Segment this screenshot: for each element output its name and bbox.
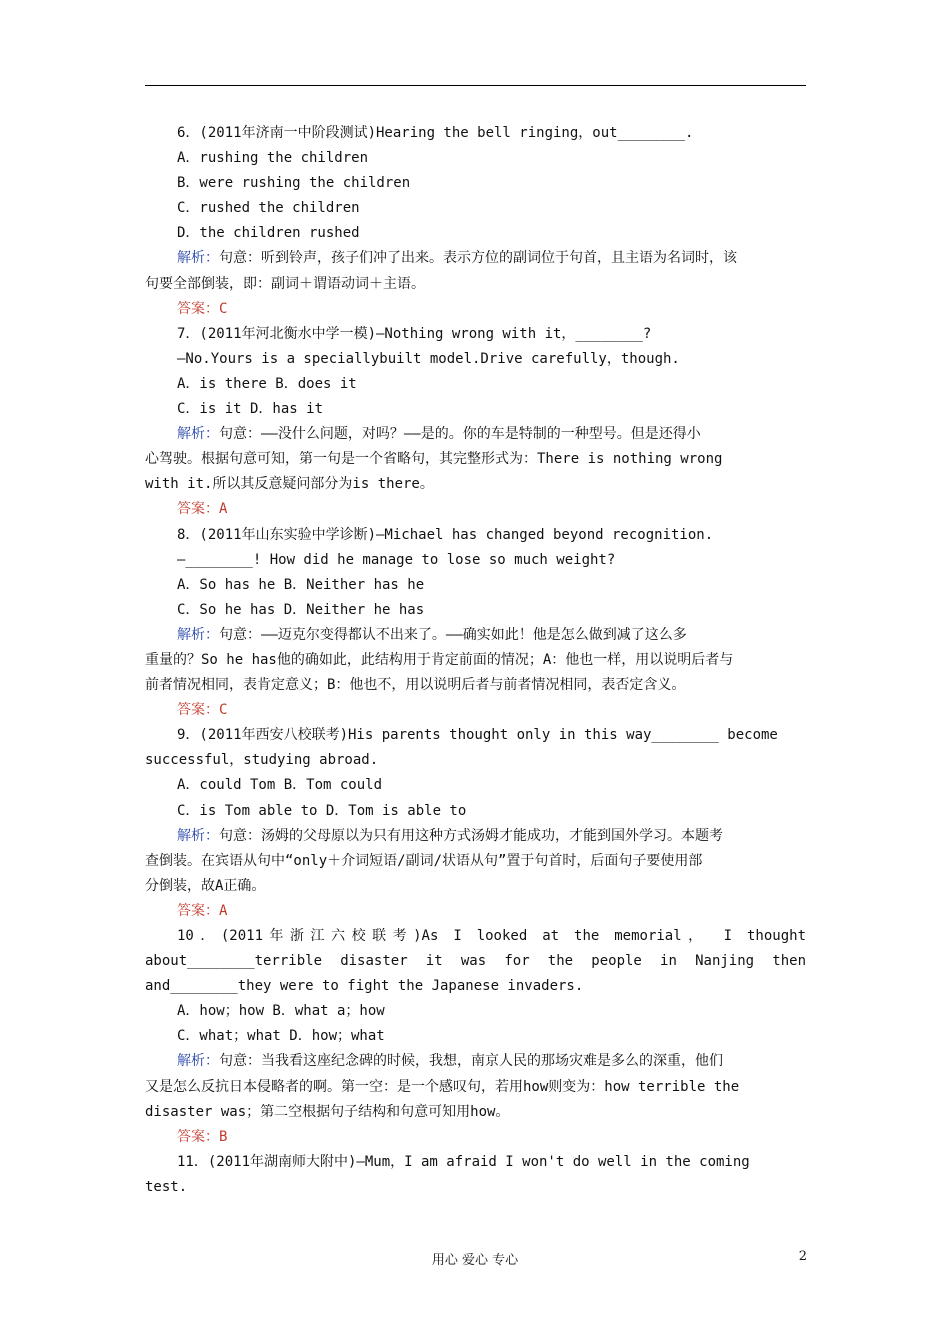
question-line: 8．(2011年山东实验中学诊断)—Michael has changed beyond recognition. xyxy=(177,526,714,543)
explanation-line xyxy=(145,824,806,849)
continuation-line: and________they were to fight the Japanese invaders. xyxy=(145,978,584,995)
question-line: 9．(2011年西安八校联考)His parents thought only in this way________ become xyxy=(177,727,778,744)
answer-line xyxy=(145,497,806,522)
option-line: B．were rushing the children xyxy=(177,175,411,192)
answer-line xyxy=(145,297,806,322)
answer-line xyxy=(145,698,806,723)
question-line: 6．(2011年济南一中阶段测试)Hearing the bell ringing，out________. xyxy=(177,125,694,141)
option-line: A．rushing the children xyxy=(177,150,369,167)
answer-label: 答案： xyxy=(177,902,219,919)
option-line: C．So he has D．Neither he has xyxy=(177,601,425,618)
answer-label: 答案： xyxy=(177,501,219,518)
continuation-line: 心驾驶。根据句意可知，第一句是一个省略句，其完整形式为：There is nothing wrong xyxy=(145,451,723,468)
answer-value: A xyxy=(219,902,228,919)
page-number: 2 xyxy=(798,1249,807,1264)
option-line: —No.Yours is a speciallybuilt model.Drive carefully，though. xyxy=(177,350,680,367)
option-line: A．is there B．does it xyxy=(177,375,357,392)
continuation-line: test. xyxy=(145,1178,188,1195)
explanation-label: 解析： xyxy=(177,827,219,844)
answer-line xyxy=(145,1125,806,1150)
continuation-line: 重量的？So he has他的确如此，此结构用于肯定前面的情况；A：他也一样，用以说明后者与 xyxy=(145,651,734,668)
option-line: A．how；how B．what a；how xyxy=(177,1003,385,1020)
option-line: C．what；what D．how；what xyxy=(177,1028,385,1045)
answer-value: C xyxy=(219,702,228,719)
explanation-text: 句意：当我看这座纪念碑的时候，我想，南京人民的那场灾难是多么的深重，他们 xyxy=(219,1053,723,1070)
question-line: 11．(2011年湖南师大附中)—Mum，I am afraid I won't do well in the coming xyxy=(177,1153,750,1170)
header-rule xyxy=(145,85,806,86)
answer-line xyxy=(145,899,806,924)
explanation-text: 句意：——迈克尔变得都认不出来了。——确实如此！他是怎么做到减了这么多 xyxy=(219,626,687,643)
option-line: D．the children rushed xyxy=(177,225,360,242)
answer-label: 答案： xyxy=(177,300,219,317)
answer-value: A xyxy=(219,501,228,518)
question-line: 7．(2011年河北衡水中学一模)—Nothing wrong with it，________? xyxy=(177,325,652,342)
continuation-line: about________terrible disaster it was for the people in Nanjing then xyxy=(145,953,806,970)
continuation-line: disaster was；第二空根据句子结构和句意可知用how。 xyxy=(145,1103,510,1120)
continuation-line: with it.所以其反意疑问部分为is there。 xyxy=(145,476,434,493)
explanation-text: 句意：——没什么问题，对吗？——是的。你的车是特制的一种型号。但是还得小 xyxy=(219,426,701,443)
explanation-label: 解析： xyxy=(177,250,219,267)
explanation-line xyxy=(145,623,806,648)
continuation-line: 又是怎么反抗日本侵略者的啊。第一空：是一个感叹句，若用how则变为：how terrible the xyxy=(145,1078,740,1095)
continuation-line: 查倒装。在宾语从句中“only＋介词短语/副词/状语从句”置于句首时，后面句子要使用部 xyxy=(145,852,703,869)
answer-label: 答案： xyxy=(177,1128,219,1145)
continuation-line: 句要全部倒装，即：副词＋谓语动词＋主语。 xyxy=(145,275,425,292)
document-body xyxy=(145,121,806,1200)
explanation-line xyxy=(145,422,806,447)
answer-value: C xyxy=(219,300,228,317)
option-line: A．So has he B．Neither has he xyxy=(177,576,425,593)
continuation-line: successful，studying abroad. xyxy=(145,752,379,769)
explanation-label: 解析： xyxy=(177,426,219,443)
explanation-label: 解析： xyxy=(177,1053,219,1070)
option-line: C．is it D．has it xyxy=(177,401,324,418)
footer-motto: 用心 爱心 专心 xyxy=(431,1253,519,1268)
continuation-line: 前者情况相同，表肯定意义；B：他也不，用以说明后者与前者情况相同，表否定含义。 xyxy=(145,677,686,694)
answer-label: 答案： xyxy=(177,702,219,719)
option-line: C．is Tom able to D．Tom is able to xyxy=(177,802,467,819)
option-line: A．could Tom B．Tom could xyxy=(177,777,383,794)
explanation-text: 句意：听到铃声，孩子们冲了出来。表示方位的副词位于句首，且主语为名词时，该 xyxy=(219,250,737,267)
option-line: —________! How did he manage to lose so much weight? xyxy=(177,551,616,568)
explanation-text: 句意：汤姆的父母原以为只有用这种方式汤姆才能成功，才能到国外学习。本题考 xyxy=(219,827,723,844)
explanation-label: 解析： xyxy=(177,626,219,643)
explanation-line xyxy=(145,246,806,271)
question-line: 10．(2011年浙江六校联考)As I looked at the memorial， I thought xyxy=(177,928,806,944)
explanation-line xyxy=(145,1049,806,1074)
option-line: C．rushed the children xyxy=(177,200,360,217)
answer-value: B xyxy=(219,1128,228,1145)
continuation-line: 分倒装，故A正确。 xyxy=(145,877,266,894)
